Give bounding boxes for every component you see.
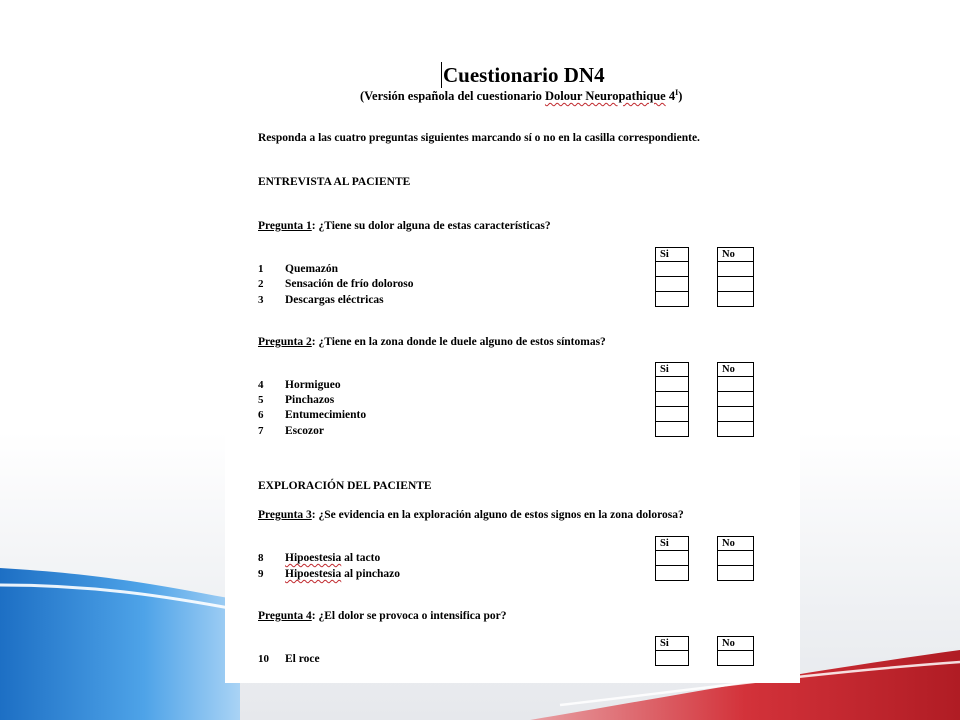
item-label: Quemazón bbox=[285, 263, 339, 275]
yes-header: Si bbox=[656, 537, 688, 551]
instructions: Responda a las cuatro preguntas siguientes marcando sí o no en la casilla correspondiente. bbox=[258, 132, 700, 144]
yes-checkbox[interactable] bbox=[656, 262, 688, 277]
item-emphasis: Hipoestesia bbox=[285, 568, 342, 580]
yes-checkbox[interactable] bbox=[656, 407, 688, 422]
item-text: al tacto bbox=[341, 552, 381, 564]
yes-checkbox-column[interactable] bbox=[655, 362, 689, 437]
yes-header: Si bbox=[656, 248, 688, 262]
yes-header: Si bbox=[656, 363, 688, 377]
section-heading-interview: ENTREVISTA AL PACIENTE bbox=[258, 176, 411, 188]
question-4-text: : ¿El dolor se provoca o intensifica por? bbox=[311, 610, 507, 622]
no-checkbox[interactable] bbox=[718, 292, 753, 306]
yes-checkbox[interactable] bbox=[656, 392, 688, 407]
item-label: Hormigueo bbox=[285, 379, 341, 391]
questionnaire-page bbox=[225, 42, 800, 683]
no-checkbox[interactable] bbox=[718, 407, 753, 422]
question-3-text: : ¿Se evidencia en la exploración alguno de estos signos en la zona dolorosa? bbox=[311, 509, 684, 521]
item-label: Entumecimiento bbox=[285, 409, 367, 421]
no-checkbox-column[interactable] bbox=[717, 247, 754, 307]
item-label bbox=[285, 552, 380, 564]
no-checkbox[interactable] bbox=[718, 422, 753, 436]
no-header: No bbox=[718, 537, 753, 551]
item-number: 10 bbox=[258, 653, 269, 665]
yes-checkbox[interactable] bbox=[656, 551, 688, 566]
item-text: al pinchazo bbox=[341, 568, 401, 580]
question-1-label: Pregunta 1 bbox=[258, 220, 312, 232]
no-checkbox-column[interactable] bbox=[717, 536, 754, 581]
section-heading-exploration: EXPLORACIÓN DEL PACIENTE bbox=[258, 480, 432, 492]
no-checkbox-column[interactable] bbox=[717, 636, 754, 666]
item-emphasis: Hipoestesia bbox=[285, 552, 342, 564]
item-label: Pinchazos bbox=[285, 394, 335, 406]
yes-checkbox[interactable] bbox=[656, 292, 688, 306]
subtitle-suffix: 4 bbox=[665, 89, 676, 104]
question-3-label: Pregunta 3 bbox=[258, 509, 312, 521]
subtitle-close: ) bbox=[678, 89, 683, 104]
no-checkbox-column[interactable] bbox=[717, 362, 754, 437]
question-4 bbox=[258, 610, 507, 622]
question-2 bbox=[258, 336, 606, 348]
item-number: 3 bbox=[258, 294, 264, 306]
item-number: 7 bbox=[258, 425, 264, 437]
question-1 bbox=[258, 220, 551, 232]
question-3 bbox=[258, 509, 684, 521]
item-label: Sensación de frío doloroso bbox=[285, 278, 414, 290]
question-2-label: Pregunta 2 bbox=[258, 336, 312, 348]
document-subtitle bbox=[360, 88, 682, 104]
item-number: 1 bbox=[258, 263, 264, 275]
item-number: 8 bbox=[258, 552, 264, 564]
document-title: Cuestionario DN4 bbox=[443, 63, 605, 87]
no-checkbox[interactable] bbox=[718, 566, 753, 580]
text-cursor bbox=[441, 62, 442, 88]
no-checkbox[interactable] bbox=[718, 551, 753, 566]
no-checkbox[interactable] bbox=[718, 392, 753, 407]
yes-checkbox[interactable] bbox=[656, 566, 688, 580]
item-label: El roce bbox=[285, 653, 320, 665]
question-4-label: Pregunta 4 bbox=[258, 610, 312, 622]
subtitle-superscript: I bbox=[675, 88, 679, 97]
no-header: No bbox=[718, 248, 753, 262]
subtitle-emphasis: Dolour Neuropathique bbox=[544, 89, 666, 104]
item-number: 6 bbox=[258, 409, 264, 421]
yes-checkbox-column[interactable] bbox=[655, 536, 689, 581]
yes-checkbox[interactable] bbox=[656, 651, 688, 665]
yes-checkbox-column[interactable] bbox=[655, 636, 689, 666]
question-2-text: : ¿Tiene en la zona donde le duele alguno de estos síntomas? bbox=[311, 336, 606, 348]
no-checkbox[interactable] bbox=[718, 262, 753, 277]
no-checkbox[interactable] bbox=[718, 277, 753, 292]
no-header: No bbox=[718, 637, 753, 651]
yes-checkbox-column[interactable] bbox=[655, 247, 689, 307]
yes-checkbox[interactable] bbox=[656, 277, 688, 292]
item-number: 5 bbox=[258, 394, 264, 406]
no-header: No bbox=[718, 363, 753, 377]
no-checkbox[interactable] bbox=[718, 651, 753, 665]
yes-header: Si bbox=[656, 637, 688, 651]
item-label bbox=[285, 568, 400, 580]
yes-checkbox[interactable] bbox=[656, 422, 688, 436]
subtitle-prefix: (Versión española del cuestionario bbox=[360, 89, 545, 104]
item-number: 2 bbox=[258, 278, 264, 290]
item-label: Escozor bbox=[285, 425, 324, 437]
question-1-text: : ¿Tiene su dolor alguna de estas características? bbox=[311, 220, 551, 232]
item-number: 4 bbox=[258, 379, 264, 391]
item-label: Descargas eléctricas bbox=[285, 294, 384, 306]
yes-checkbox[interactable] bbox=[656, 377, 688, 392]
item-number: 9 bbox=[258, 568, 264, 580]
no-checkbox[interactable] bbox=[718, 377, 753, 392]
